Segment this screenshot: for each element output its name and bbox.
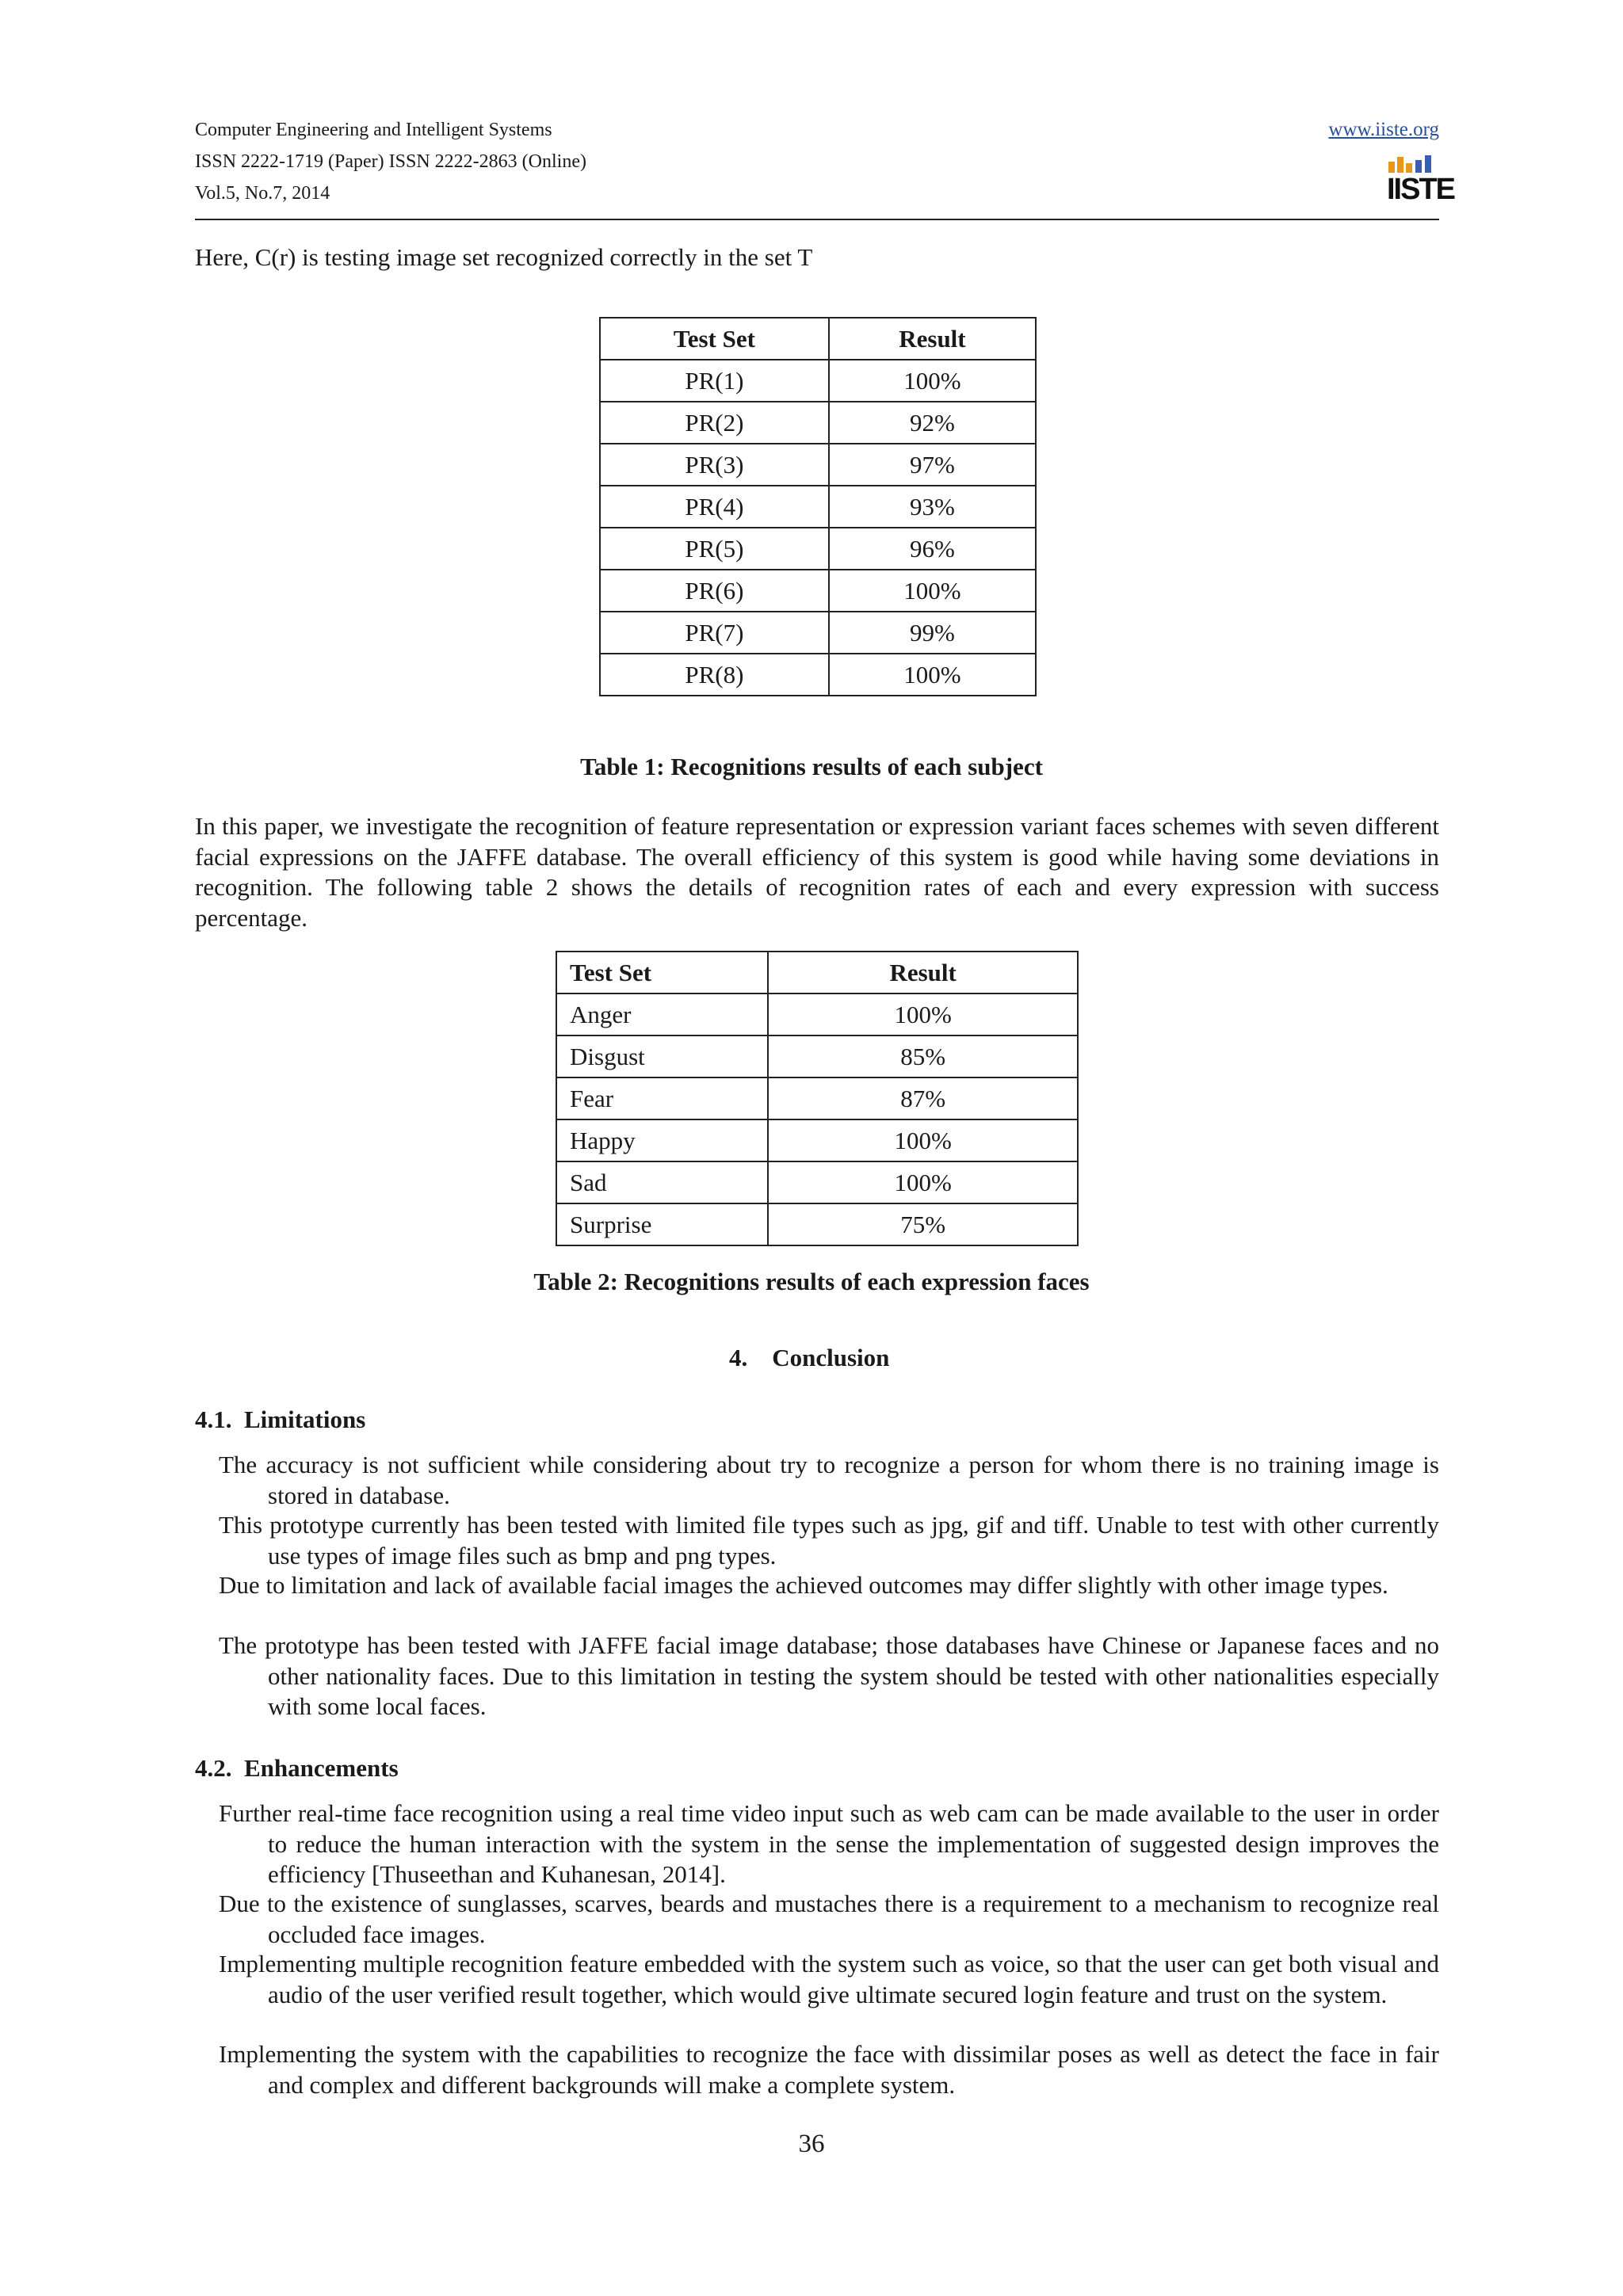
website-link[interactable]: www.iiste.org [1328, 119, 1439, 140]
table-1-cell-test-set: PR(8) [600, 654, 829, 696]
body-paragraph: In this paper, we investigate the recognition of feature representation or expression variant faces schemes with seven different facial expressions on the JAFFE database. The overall efficiency of this system is good while having some deviations in recognition. The following table 2 shows the details of recognition rates of each and every expression with success percentage. [195, 812, 1439, 932]
table-1-cell-test-set: PR(5) [600, 528, 829, 570]
limitation-item: The prototype has been tested with JAFFE facial image database; those databases have Chinese or Japanese faces and no other nationality faces. Due to this limitation in testing the system should be tested with other nationalities especially with some local faces. [219, 1631, 1439, 1720]
table-2-cell-test-set: Surprise [556, 1203, 768, 1245]
table-2-caption: Table 2: Recognitions results of each expression faces [533, 1268, 1090, 1295]
table-2-row [556, 1203, 1078, 1245]
table-2-cell-result: 75% [768, 1203, 1078, 1245]
table-1-caption: Table 1: Recognitions results of each subject [580, 753, 1043, 780]
table-1-cell-result: 100% [829, 570, 1036, 612]
table-2-row [556, 1077, 1078, 1119]
table-2-cell-test-set: Happy [556, 1119, 768, 1161]
conclusion-heading: 4. Conclusion [729, 1344, 890, 1371]
enhancement-item: Implementing multiple recognition feature embedded with the system such as voice, so that the user can get both visual and audio of the user verified result together, which would give ultimate secured login feature and trust on the system. [219, 1950, 1439, 2008]
table-2-cell-result: 87% [768, 1077, 1078, 1119]
limitation-item: Due to limitation and lack of available facial images the achieved outcomes may differ slightly with other image types. [219, 1571, 1388, 1599]
table-1 [599, 317, 1037, 696]
table-1-cell-result: 99% [829, 612, 1036, 654]
table-2-cell-test-set: Disgust [556, 1035, 768, 1077]
table-2-cell-result: 100% [768, 994, 1078, 1035]
table-1-cell-test-set: PR(2) [600, 402, 829, 444]
table-1-row [600, 360, 1036, 402]
enhancements-heading: 4.2. Enhancements [195, 1754, 399, 1782]
intro-line: Here, C(r) is testing image set recognized correctly in the set T [195, 243, 813, 271]
table-2-row [556, 994, 1078, 1035]
logo-text: IISTE [1387, 173, 1455, 206]
table-1-row [600, 402, 1036, 444]
table-2-header-test-set: Test Set [556, 952, 768, 994]
table-1-cell-result: 97% [829, 444, 1036, 486]
page-number: 36 [798, 2130, 825, 2158]
table-2-cell-result: 100% [768, 1119, 1078, 1161]
table-2-cell-test-set: Sad [556, 1161, 768, 1203]
table-2-row [556, 1035, 1078, 1077]
limitation-item: This prototype currently has been tested with limited file types such as jpg, gif and tiff. Unable to test with other currently use types of image files such as bmp and png types. [219, 1511, 1439, 1569]
table-1-header-row [600, 318, 1036, 360]
table-1-row [600, 486, 1036, 528]
table-1-header-result: Result [829, 318, 1036, 360]
volume-line: Vol.5, No.7, 2014 [195, 183, 330, 204]
header-rule [195, 219, 1439, 220]
table-2-header-row [556, 952, 1078, 994]
table-1-row [600, 570, 1036, 612]
table-2-cell-result: 85% [768, 1035, 1078, 1077]
table-1-cell-result: 96% [829, 528, 1036, 570]
table-2-row [556, 1161, 1078, 1203]
table-2 [556, 951, 1079, 1246]
table-1-cell-result: 100% [829, 360, 1036, 402]
limitation-item: The accuracy is not sufficient while considering about try to recognize a person for whom there is no training image is stored in database. [219, 1451, 1439, 1509]
enhancement-item: Implementing the system with the capabilities to recognize the face with dissimilar poses as well as detect the face in fair and complex and different backgrounds will make a complete system. [219, 2040, 1439, 2099]
table-2-cell-result: 100% [768, 1161, 1078, 1203]
table-1-row [600, 444, 1036, 486]
limitations-heading: 4.1. Limitations [195, 1405, 366, 1433]
table-2-cell-test-set: Fear [556, 1077, 768, 1119]
table-1-cell-result: 93% [829, 486, 1036, 528]
enhancement-item: Due to the existence of sunglasses, scarves, beards and mustaches there is a requirement to a mechanism to recognize real occluded face images. [219, 1890, 1439, 1948]
enhancement-item: Further real-time face recognition using a real time video input such as web cam can be made available to the user in order to reduce the human interaction with the system in the sense the implementation of suggested design improves the efficiency [Thuseethan and Kuhanesan, 2014]. [219, 1799, 1439, 1888]
table-1-cell-result: 92% [829, 402, 1036, 444]
table-1-cell-result: 100% [829, 654, 1036, 696]
table-1-row [600, 654, 1036, 696]
table-2-header-result: Result [768, 952, 1078, 994]
table-2-cell-test-set: Anger [556, 994, 768, 1035]
table-1-cell-test-set: PR(7) [600, 612, 829, 654]
table-1-row [600, 612, 1036, 654]
table-2-row [556, 1119, 1078, 1161]
journal-title: Computer Engineering and Intelligent Systems [195, 120, 552, 140]
table-1-cell-test-set: PR(3) [600, 444, 829, 486]
table-1-cell-test-set: PR(6) [600, 570, 829, 612]
table-1-header-test-set: Test Set [600, 318, 829, 360]
table-1-cell-test-set: PR(4) [600, 486, 829, 528]
table-1-cell-test-set: PR(1) [600, 360, 829, 402]
table-1-row [600, 528, 1036, 570]
issn-line: ISSN 2222-1719 (Paper) ISSN 2222-2863 (Online) [195, 151, 586, 172]
iiste-logo [1387, 147, 1455, 206]
